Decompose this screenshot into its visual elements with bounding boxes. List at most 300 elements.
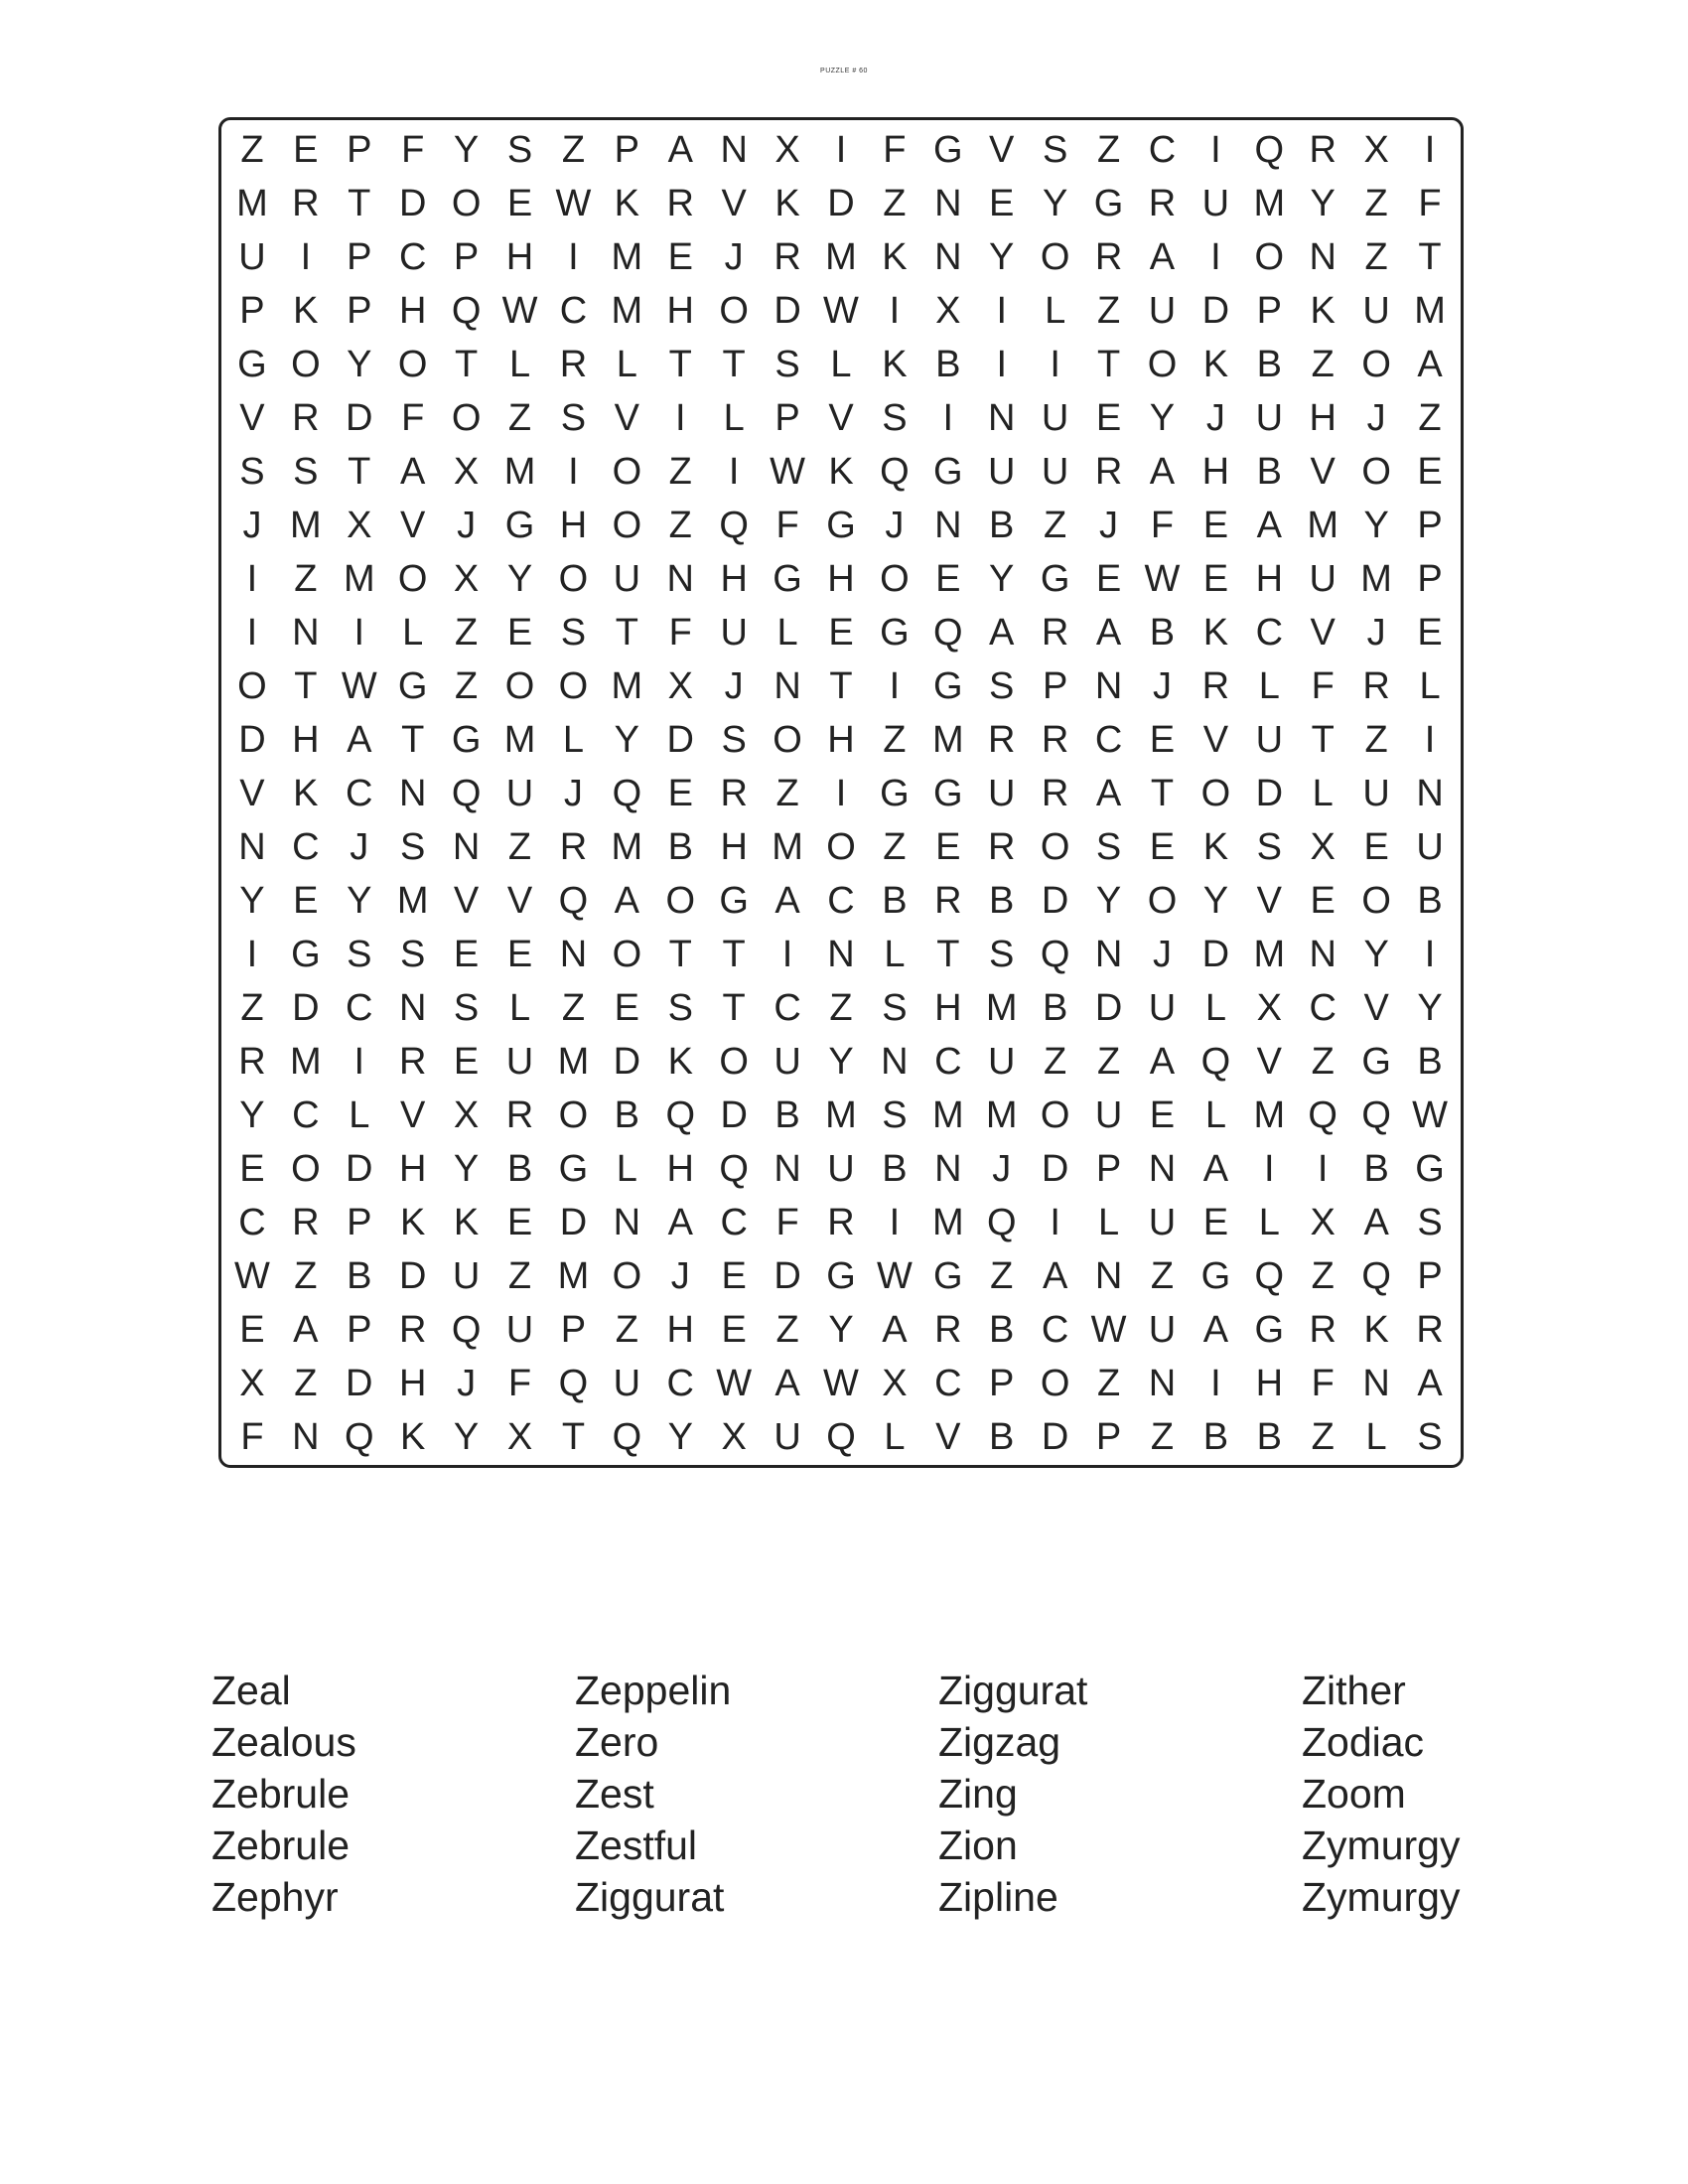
grid-letter: Y [1042,183,1068,224]
grid-letter: T [829,665,853,707]
word-list-item: Zest [575,1771,654,1817]
grid-letter: P [347,236,372,278]
grid-letter: L [1258,1202,1280,1243]
grid-letter: A [1417,1363,1443,1404]
word-list-item: Zodiac [1302,1719,1425,1765]
grid-letter: X [239,1363,265,1404]
grid-letter: Z [1364,183,1388,224]
grid-letter: Z [1311,1416,1335,1458]
grid-letter: K [400,1416,426,1458]
grid-letter: O [612,934,642,975]
grid-letter: B [1256,1416,1282,1458]
grid-letter: D [1094,987,1123,1029]
grid-letter: A [293,1309,319,1351]
grid-letter: J [1205,397,1225,439]
grid-letter: P [1417,1255,1443,1297]
grid-letter: E [506,934,533,975]
grid-letter: X [882,1363,908,1404]
grid-letter: T [722,344,746,385]
grid-letter: S [882,987,908,1029]
grid-letter: Q [719,505,749,546]
grid-letter: L [402,612,424,654]
grid-letter: H [666,1148,694,1190]
grid-letter: T [722,987,746,1029]
grid-letter: Z [240,129,264,171]
grid-letter: P [347,1309,372,1351]
grid-letter: I [942,397,954,439]
grid-letter: M [290,1041,322,1083]
grid-letter: S [989,665,1015,707]
grid-letter: B [614,1094,640,1136]
grid-letter: F [775,1202,799,1243]
word-list-item: Zymurgy [1302,1822,1461,1868]
grid-letter: E [989,183,1015,224]
grid-letter: R [1201,665,1230,707]
grid-letter: R [238,1041,266,1083]
grid-letter: R [559,826,588,868]
grid-letter: L [1045,290,1066,332]
grid-letter: N [774,665,801,707]
grid-letter: H [1309,397,1336,439]
grid-letter: V [989,129,1015,171]
grid-letter: Y [347,344,372,385]
grid-letter: R [559,344,588,385]
grid-letter: C [666,1363,694,1404]
grid-letter: I [1050,344,1060,385]
grid-letter: Y [1363,505,1389,546]
grid-letter: T [348,183,371,224]
grid-letter: G [719,880,749,922]
grid-letter: N [934,236,962,278]
grid-letter: Z [294,1363,318,1404]
grid-letter: T [561,1416,586,1458]
grid-letter: J [1366,397,1386,439]
grid-letter: A [1149,236,1176,278]
grid-letter: Y [1363,934,1389,975]
grid-letter: J [457,505,477,546]
grid-letter: C [1041,1309,1069,1351]
grid-letter: W [501,290,538,332]
grid-letter: U [774,1041,801,1083]
grid-letter: J [1152,665,1172,707]
grid-letter: D [774,290,801,332]
grid-letter: U [238,236,266,278]
grid-letter: N [934,183,962,224]
grid-letter: L [723,397,745,439]
grid-letter: Q [344,1416,374,1458]
grid-letter: S [1256,826,1282,868]
grid-letter: S [1417,1202,1443,1243]
letter-grid [225,123,1457,1464]
grid-letter: V [400,505,426,546]
word-list-item: Zing [938,1771,1018,1817]
grid-letter: R [988,719,1016,761]
grid-letter: V [1363,987,1389,1029]
word-list-item: Zigzag [938,1719,1061,1765]
grid-letter: T [401,719,425,761]
grid-letter: F [401,129,425,171]
grid-letter: O [291,1148,321,1190]
grid-letter: N [1309,934,1336,975]
grid-letter: Y [1095,880,1122,922]
grid-letter: B [935,344,961,385]
grid-letter: O [665,880,696,922]
grid-letter: Y [453,129,480,171]
grid-letter: Z [507,826,532,868]
grid-letter: Z [507,1255,532,1297]
grid-letter: I [246,612,258,654]
grid-letter: Z [1311,1041,1335,1083]
grid-letter: X [453,558,480,600]
grid-letter: J [350,826,369,868]
grid-letter: G [933,451,963,493]
grid-letter: M [1253,183,1286,224]
grid-letter: J [242,505,262,546]
grid-letter: U [827,1148,855,1190]
grid-letter: A [1202,1148,1229,1190]
grid-letter: E [721,1255,747,1297]
grid-letter: O [612,505,642,546]
grid-letter: Y [989,236,1015,278]
grid-letter: X [1256,987,1282,1029]
grid-letter: R [292,183,320,224]
grid-letter: H [292,719,320,761]
grid-letter: V [828,397,854,439]
grid-letter: M [611,665,643,707]
grid-letter: N [292,1416,320,1458]
grid-letter: E [667,236,693,278]
grid-letter: C [1148,129,1177,171]
grid-letter: U [774,1416,801,1458]
grid-letter: M [985,1094,1018,1136]
grid-letter: S [721,719,747,761]
grid-letter: F [240,1416,264,1458]
grid-letter: B [1417,880,1443,922]
word-list-item: Zebrule [211,1822,351,1868]
grid-letter: L [1365,1416,1387,1458]
grid-letter: C [774,987,801,1029]
grid-letter: S [882,397,908,439]
grid-letter: H [1255,1363,1284,1404]
grid-letter: J [670,1255,690,1297]
grid-letter: S [506,129,533,171]
grid-letter: D [1201,290,1230,332]
grid-letter: L [1204,1094,1226,1136]
grid-letter: N [1362,1363,1390,1404]
grid-letter: Z [775,773,799,814]
grid-letter: O [451,397,482,439]
grid-letter: B [1149,612,1176,654]
grid-letter: M [503,451,536,493]
grid-letter: B [989,1416,1015,1458]
grid-letter: P [560,1309,587,1351]
grid-letter: H [720,558,748,600]
grid-letter: B [882,880,908,922]
grid-letter: P [989,1363,1015,1404]
grid-letter: A [1417,344,1443,385]
grid-letter: R [1041,612,1069,654]
grid-letter: S [667,987,693,1029]
grid-letter: Q [665,1094,696,1136]
grid-letter: U [452,1255,481,1297]
grid-letter: P [453,236,480,278]
grid-letter: B [1363,1148,1389,1190]
grid-letter: R [1041,773,1069,814]
grid-letter: B [989,880,1015,922]
grid-letter: V [453,880,480,922]
grid-letter: I [1424,934,1436,975]
grid-letter: A [1042,1255,1068,1297]
grid-letter: Q [1361,1255,1391,1297]
grid-letter: S [560,612,587,654]
grid-letter: H [666,290,694,332]
grid-letter: N [1309,236,1336,278]
grid-letter: Z [1096,290,1121,332]
grid-letter: Y [989,558,1015,600]
grid-letter: L [508,344,531,385]
grid-letter: X [774,129,800,171]
grid-letter: I [728,451,740,493]
grid-letter: T [615,612,638,654]
grid-letter: G [933,773,963,814]
grid-letter: E [1417,451,1443,493]
grid-letter: T [1096,344,1121,385]
word-list [211,1665,1502,1923]
grid-letter: D [346,397,373,439]
grid-letter: U [1362,773,1390,814]
grid-letter: L [616,1148,637,1190]
grid-letter: E [239,1309,265,1351]
grid-letter: K [1310,290,1336,332]
grid-letter: G [933,1255,963,1297]
grid-letter: E [721,1309,747,1351]
grid-letter: B [882,1148,908,1190]
grid-letter: M [611,826,643,868]
grid-letter: Z [1418,397,1442,439]
grid-letter: D [398,183,427,224]
grid-letter: G [1254,1309,1285,1351]
grid-letter: L [562,719,584,761]
grid-letter: V [1310,451,1336,493]
grid-letter: R [1309,129,1336,171]
grid-letter: E [1310,880,1336,922]
grid-letter: D [827,183,855,224]
grid-letter: H [505,236,534,278]
grid-letter: O [1040,236,1070,278]
grid-letter: U [1041,451,1069,493]
grid-letter: X [1363,129,1389,171]
grid-letter: D [1041,1148,1069,1190]
grid-letter: O [558,665,589,707]
grid-letter: Y [1202,880,1229,922]
grid-letter: T [936,934,960,975]
grid-letter: U [1309,558,1336,600]
grid-letter: K [1202,612,1229,654]
grid-letter: Z [1364,719,1388,761]
grid-letter: Z [1311,1255,1335,1297]
grid-letter: O [558,1094,589,1136]
grid-letter: C [934,1041,962,1083]
grid-letter: J [724,665,744,707]
word-list-item: Zoom [1302,1771,1406,1817]
grid-letter: E [1095,397,1122,439]
grid-letter: E [667,773,693,814]
grid-letter: Q [1254,1255,1285,1297]
grid-letter: Z [454,665,479,707]
grid-letter: A [882,1309,908,1351]
grid-letter: L [884,934,906,975]
grid-letter: R [827,1202,855,1243]
grid-letter: I [781,934,793,975]
grid-letter: H [398,290,427,332]
grid-letter: M [290,505,322,546]
grid-letter: I [353,1041,365,1083]
grid-letter: R [774,236,801,278]
grid-letter: O [451,183,482,224]
grid-letter: Q [612,773,642,814]
grid-letter: F [1311,665,1335,707]
grid-letter: Q [451,290,482,332]
grid-letter: L [1312,773,1334,814]
grid-letter: Z [668,451,692,493]
grid-letter: A [1363,1202,1389,1243]
grid-letter: X [506,1416,533,1458]
grid-letter: E [1417,612,1443,654]
grid-letter: E [935,558,961,600]
grid-letter: F [1150,505,1175,546]
grid-letter: L [830,344,852,385]
grid-letter: Y [453,1148,480,1190]
grid-letter: E [1149,826,1176,868]
grid-letter: J [724,236,744,278]
grid-letter: X [347,505,372,546]
word-list-item: Zebrule [211,1771,351,1817]
grid-letter: S [400,934,426,975]
grid-letter: A [1256,505,1282,546]
grid-letter: D [1041,880,1069,922]
grid-letter: A [347,719,372,761]
grid-letter: Z [1096,1363,1121,1404]
grid-letter: O [504,665,535,707]
grid-letter: L [1097,1202,1120,1243]
grid-letter: Y [506,558,533,600]
grid-letter: G [826,505,856,546]
grid-letter: V [1202,719,1229,761]
grid-letter: S [453,987,480,1029]
grid-letter: F [668,612,692,654]
grid-letter: Z [1364,236,1388,278]
grid-letter: O [773,719,802,761]
grid-letter: U [1148,1202,1177,1243]
grid-letter: C [1255,612,1284,654]
grid-letter: Z [561,987,586,1029]
grid-letter: H [398,1148,427,1190]
grid-letter: U [720,612,748,654]
grid-letter: U [1094,1094,1123,1136]
grid-letter: M [557,1041,590,1083]
grid-letter: K [882,344,908,385]
grid-letter: U [1255,397,1284,439]
grid-letter: S [1417,1416,1443,1458]
grid-letter: Z [1096,129,1121,171]
word-list-item: Zion [938,1822,1018,1868]
grid-letter: I [246,934,258,975]
grid-letter: B [1042,987,1068,1029]
grid-letter: D [613,1041,641,1083]
grid-letter: E [1202,558,1229,600]
grid-letter: E [1202,1202,1229,1243]
grid-letter: S [400,826,426,868]
grid-letter: K [400,1202,426,1243]
word-list-item: Zither [1302,1668,1406,1713]
grid-letter: M [1360,558,1392,600]
grid-letter: C [346,773,373,814]
grid-letter: X [721,1416,747,1458]
grid-letter: S [989,934,1015,975]
grid-letter: N [1148,1363,1177,1404]
grid-letter: N [720,129,748,171]
grid-letter: Z [775,1309,799,1351]
grid-letter: N [238,826,266,868]
grid-letter: S [1042,129,1068,171]
grid-letter: O [1200,773,1231,814]
grid-letter: E [1363,826,1389,868]
grid-letter: J [563,773,583,814]
grid-letter: A [1149,1041,1176,1083]
grid-letter: U [613,1363,641,1404]
grid-letter: W [555,183,592,224]
grid-letter: Q [558,880,589,922]
grid-letter: K [1202,344,1229,385]
grid-letter: I [1210,129,1221,171]
grid-letter: U [988,451,1016,493]
grid-letter: G [933,665,963,707]
grid-letter: E [1149,1094,1176,1136]
grid-letter: P [347,1202,372,1243]
grid-letter: I [996,290,1008,332]
grid-letter: V [239,773,265,814]
grid-letter: B [989,505,1015,546]
grid-letter: B [347,1255,372,1297]
grid-letter: B [774,1094,800,1136]
word-list-item: Zero [575,1719,659,1765]
grid-letter: S [239,451,265,493]
grid-letter: M [503,719,536,761]
grid-letter: C [398,236,427,278]
grid-letter: B [1202,1416,1229,1458]
grid-letter: Z [829,987,853,1029]
grid-letter: R [1416,1309,1444,1351]
grid-letter: S [560,397,587,439]
grid-letter: Z [294,558,318,600]
grid-letter: D [1201,934,1230,975]
grid-letter: H [827,719,855,761]
grid-letter: L [508,987,531,1029]
grid-letter: Z [454,612,479,654]
grid-letter: N [827,934,855,975]
grid-letter: K [293,290,319,332]
grid-letter: T [348,451,371,493]
grid-letter: T [1150,773,1175,814]
grid-letter: E [453,1041,480,1083]
grid-letter: I [1050,1202,1060,1243]
grid-letter: R [666,183,694,224]
grid-letter: H [1255,558,1284,600]
grid-letter: V [239,397,265,439]
grid-letter: Z [507,397,532,439]
grid-letter: R [720,773,748,814]
grid-letter: N [1094,665,1123,707]
